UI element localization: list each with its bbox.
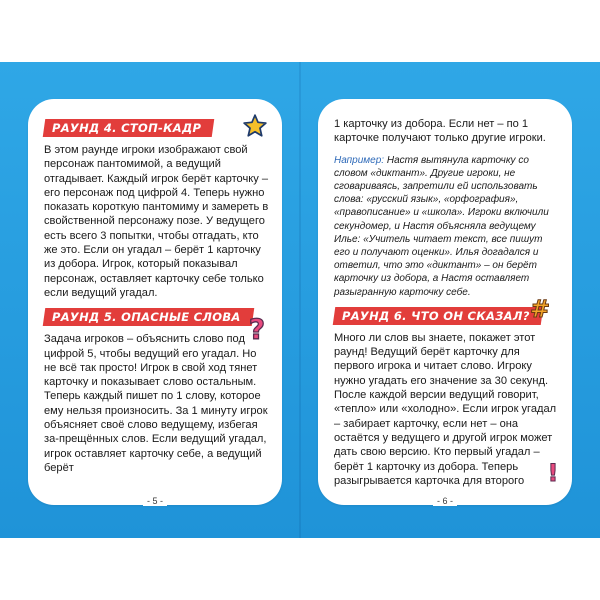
page-card-right (318, 99, 572, 505)
page-card-left (28, 99, 282, 505)
round4-banner (43, 119, 215, 137)
left-content (44, 117, 270, 475)
page-number-right: - 6 - (433, 496, 457, 506)
example-block (334, 154, 560, 299)
round6-title: РАУНД 6. ЧТО ОН СКАЗАЛ? (342, 308, 530, 323)
round6-banner (333, 307, 543, 325)
continuation-text: 1 карточку из добора. Если нет – по 1 карточке получают только другие игроки. (334, 118, 546, 145)
star-icon (242, 113, 268, 139)
example-label: Например: (334, 154, 385, 166)
example-text: Настя вытянула карточку со словом «диктант». Другие игроки, не сговариваясь, запретили ей использовать слова: «русский язык», «орфография», «правописание» и «школа». Игроки включили секундомер, и Настя объясняла ведущему Илье: «Учитель читает текст, все пишут его и получают оценки». Илья догадался и ответил, что это «диктант» – он берёт карточку из добора, а Настя оставляет разыгранную карточку себе. (334, 154, 549, 298)
round5-banner (43, 308, 254, 326)
svg-text:?: ? (248, 313, 266, 343)
round4-text: В этом раунде игроки изображают свой персонаж пантомимой, а ведущий отгадывает. Каждый игрок берёт карточку – его персонаж под цифрой 4. Теперь нужно показать короткую пантомиму и замереть в свойственной персонажу позе. У ведущего есть всего 3 попытки, чтобы отгадать, кто же это. Если он угадал – берёт 1 карточку из добора. Игрок, который показывал персонаж, оставляет карточку себе только если ведущий угадал. (44, 144, 269, 299)
round5-text: Задача игроков – объяснить слово под цифрой 5, чтобы ведущий его угадал. Но не всё так просто! Игрок в свой ход тянет карточку и показывает слово остальным. Теперь каждый пишет по 1 слову, которое ему нельзя произносить. За 1 минуту игрок объясняет своё слово ведущему, избегая за-прещённых слов. Если ведущий угадал, игрок оставляет карточку себе, а ведущий берёт (44, 333, 268, 474)
question-mark-icon (246, 313, 268, 343)
round5-title: РАУНД 5. ОПАСНЫЕ СЛОВА (52, 310, 241, 325)
right-content (334, 117, 560, 488)
page-number-left: - 5 - (143, 496, 167, 506)
hash-icon (530, 295, 550, 321)
svg-text:!: ! (547, 459, 559, 485)
round6-text: Много ли слов вы знаете, покажет этот раунд! Ведущий берёт карточку для первого игрока и читает слово. Игроку нужно угадать его значение за 30 секунд. После каждой версии ведущий говорит, «тепло» или «холодно». Если игрок угадал – забирает карточку, если нет – она остаётся у ведущего и другой игрок может дать свою версию. Кто первый угадал – берёт 1 карточку из добора. Теперь разыгрывается карточка для второго (334, 331, 557, 487)
round4-title: РАУНД 4. СТОП-КАДР (52, 121, 202, 135)
exclamation-icon (546, 459, 560, 485)
svg-text:#: # (530, 295, 550, 321)
